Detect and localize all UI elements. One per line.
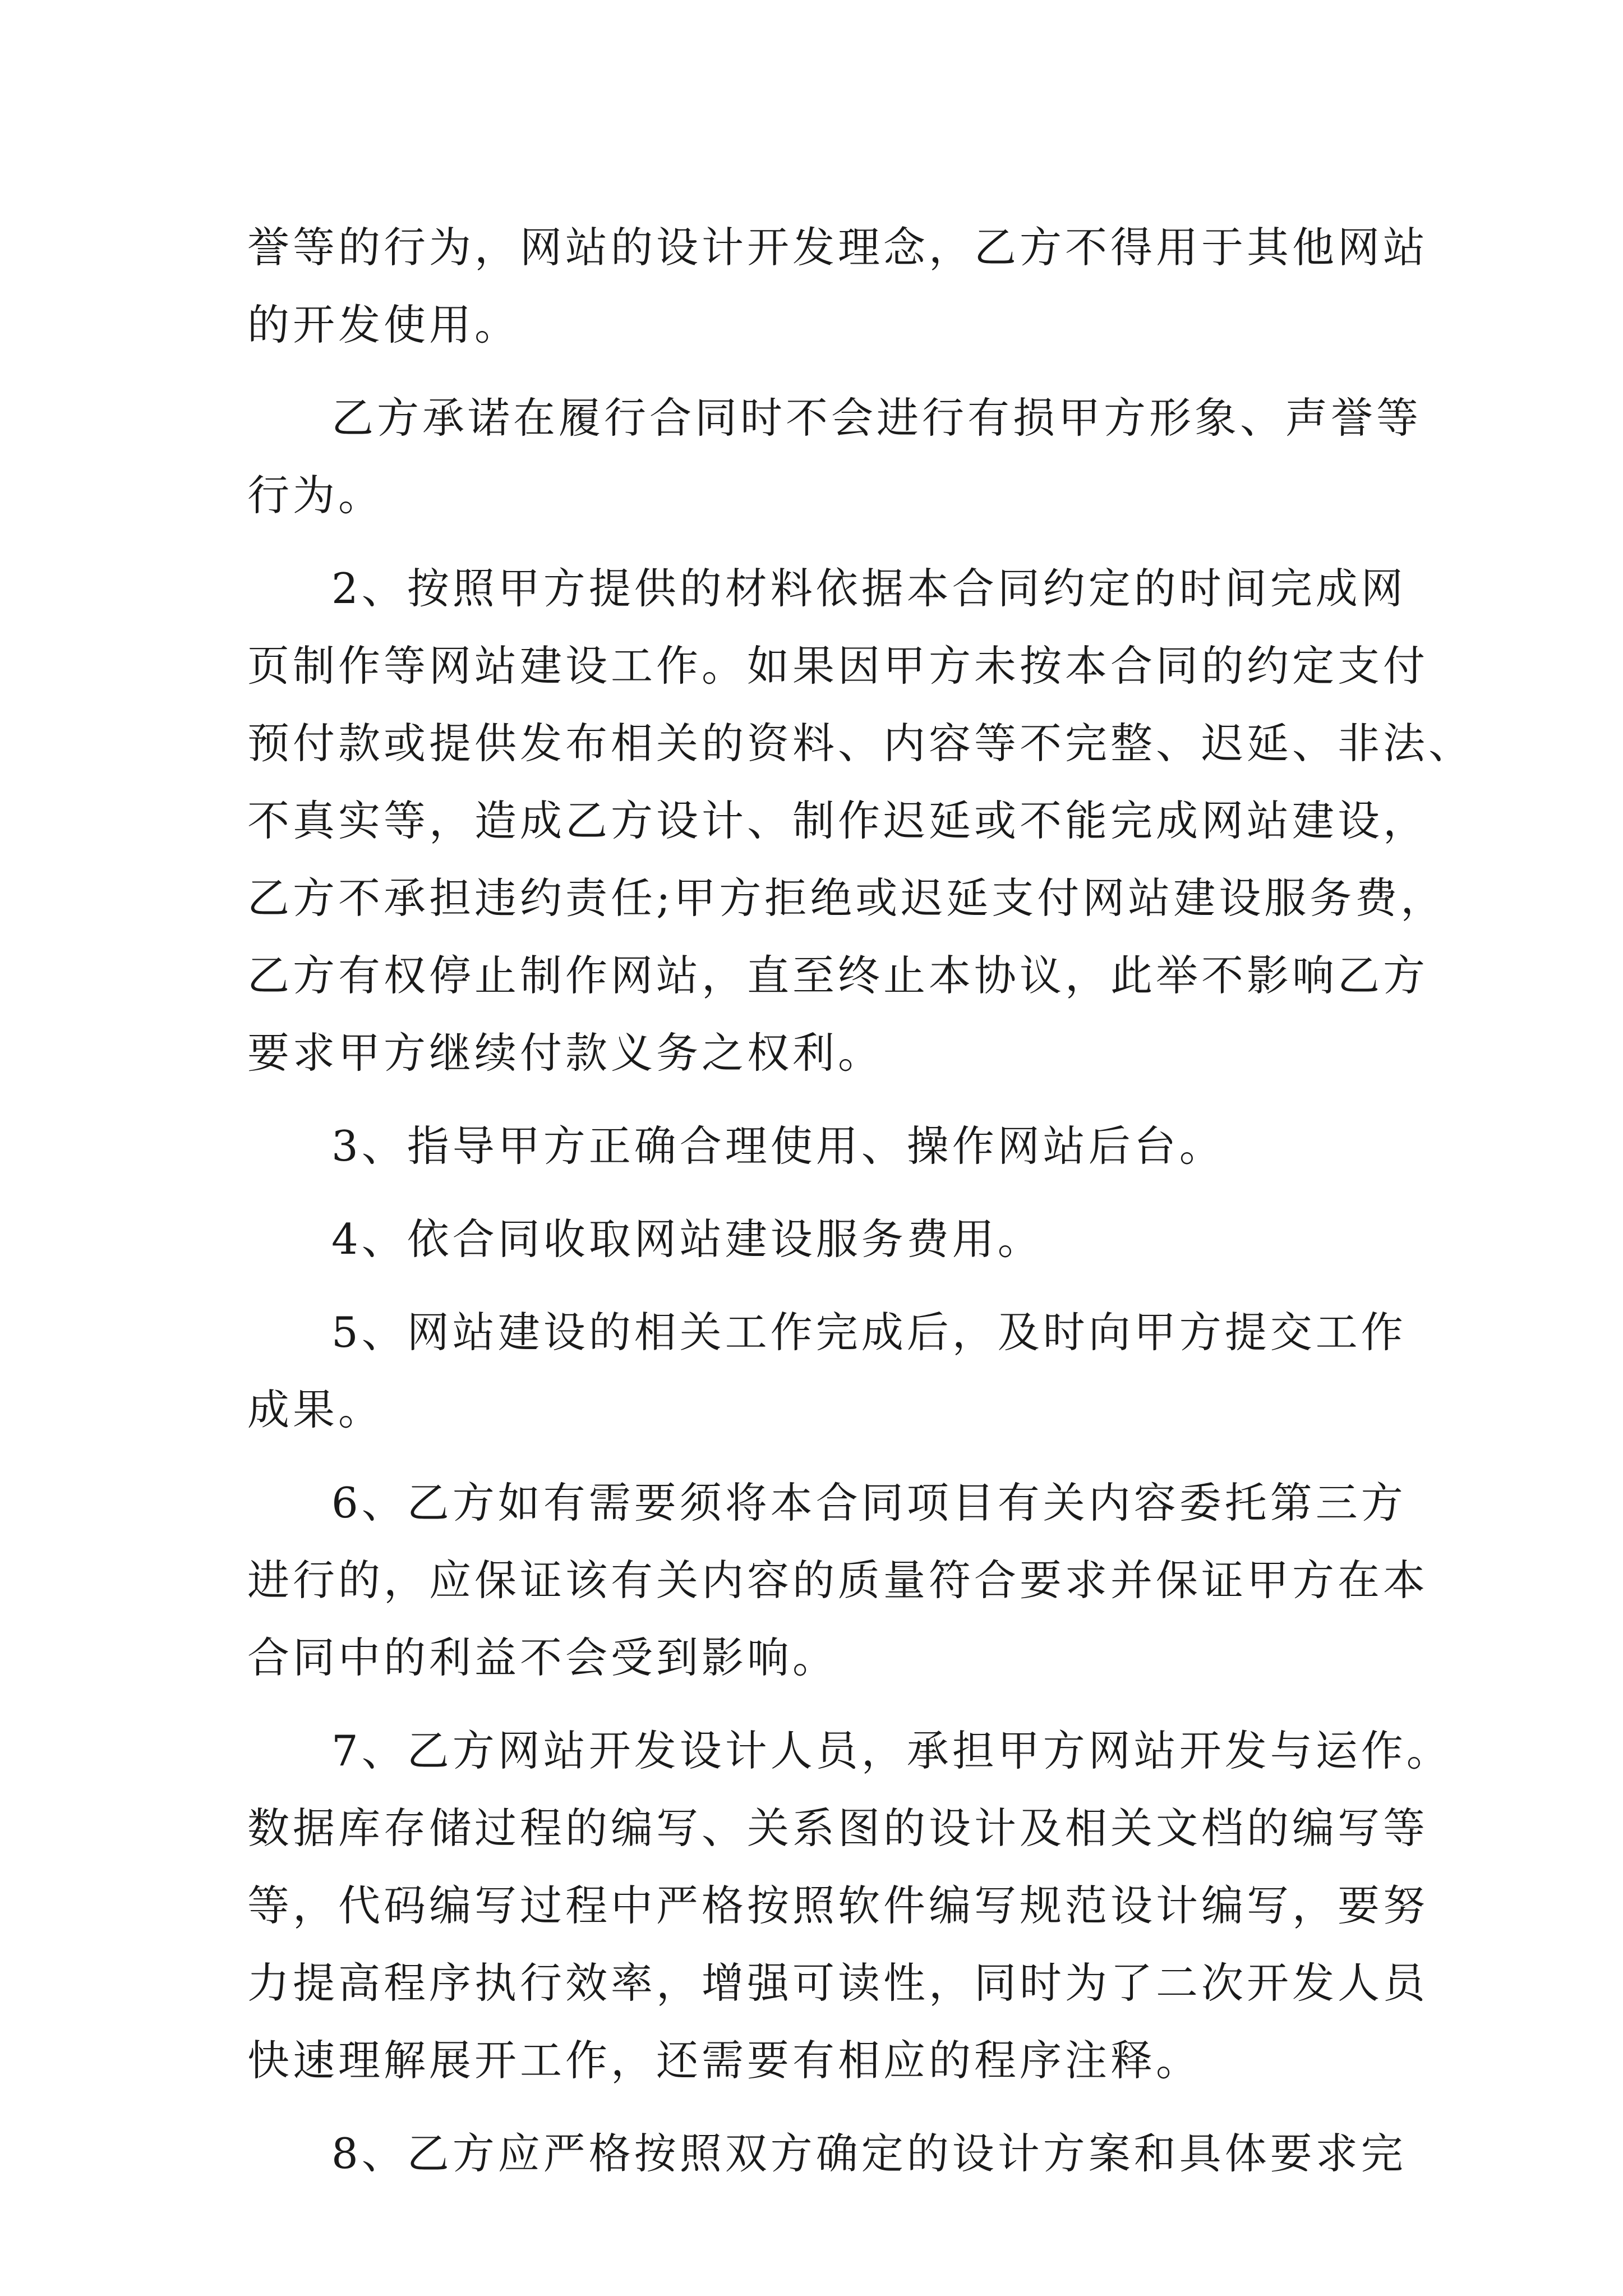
- text-line: 页制作等网站建设工作。如果因甲方未按本合同的约定支付: [247, 641, 1429, 691]
- paragraph-start: 6、乙方如有需要须将本合同项目有关内容委托第三方: [331, 1478, 1407, 1527]
- text-line: 要求甲方继续付款义务之权利。: [247, 1028, 884, 1078]
- text-line: 乙方有权停止制作网站，直至终止本协议，此举不影响乙方: [247, 951, 1429, 1000]
- paragraph-start: 7、乙方网站开发设计人员，承担甲方网站开发与运作。: [331, 1726, 1452, 1775]
- paragraph-start: 4、依合同收取网站建设服务费用。: [331, 1214, 1043, 1264]
- paragraph-start: 3、指导甲方正确合理使用、操作网站后台。: [331, 1121, 1225, 1171]
- paragraph-start: 5、网站建设的相关工作完成后，及时向甲方提交工作: [331, 1308, 1407, 1357]
- text-line: 力提高程序执行效率，增强可读性，同时为了二次开发人员: [247, 1958, 1429, 2008]
- text-line: 等，代码编写过程中严格按照软件编写规范设计编写，要努: [247, 1881, 1429, 1930]
- text-line: 成果。: [247, 1385, 384, 1434]
- text-line: 合同中的利益不会受到影响。: [247, 1633, 838, 1682]
- text-line: 不真实等，造成乙方设计、制作迟延或不能完成网站建设，: [247, 796, 1429, 845]
- paragraph-start: 2、按照甲方提供的材料依据本合同约定的时间完成网: [331, 564, 1407, 613]
- text-line: 的开发使用。: [247, 300, 520, 349]
- text-line: 数据库存储过程的编写、关系图的设计及相关文档的编写等: [247, 1803, 1429, 1853]
- text-line: 乙方不承担违约责任;甲方拒绝或迟延支付网站建设服务费，: [247, 873, 1446, 923]
- contract-text: [247, 209, 1474, 2192]
- text-line: 行为。: [247, 471, 384, 520]
- paragraph-start: 乙方承诺在履行合同时不会进行有损甲方形象、声誉等: [331, 393, 1422, 443]
- text-line: 预付款或提供发布相关的资料、内容等不完整、迟延、非法、: [247, 719, 1474, 768]
- text-line: 誉等的行为，网站的设计开发理念，乙方不得用于其他网站: [247, 223, 1429, 272]
- paragraph-start: 8、乙方应严格按照双方确定的设计方案和具体要求完: [331, 2129, 1407, 2178]
- text-line: 快速理解展开工作，还需要有相应的程序注释。: [247, 2036, 1202, 2085]
- text-line: 进行的，应保证该有关内容的质量符合要求并保证甲方在本: [247, 1556, 1429, 1605]
